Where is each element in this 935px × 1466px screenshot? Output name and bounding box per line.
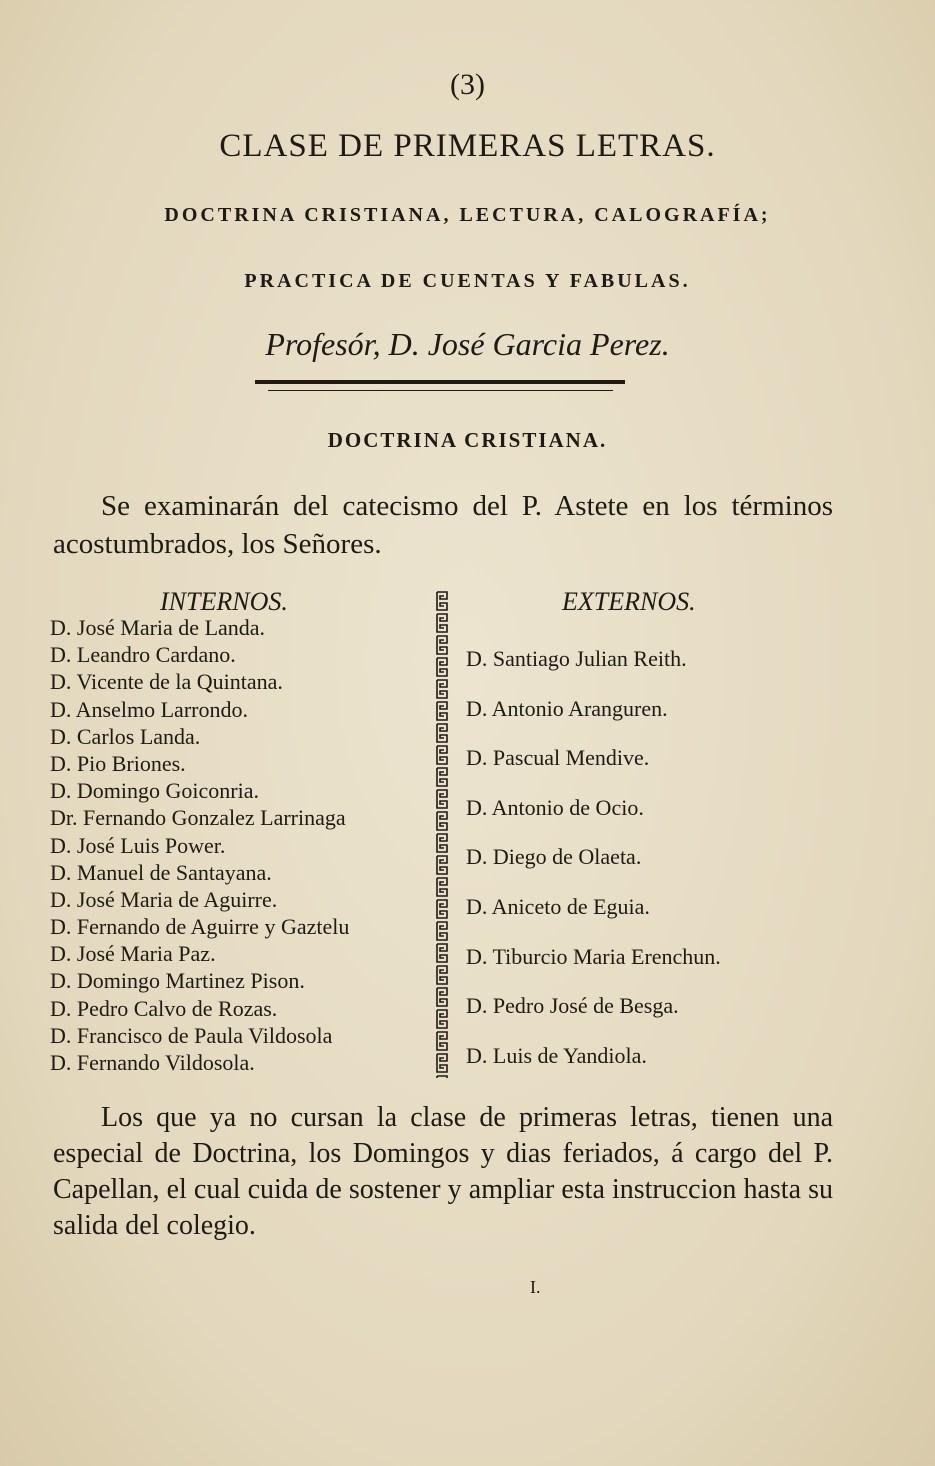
list-item: D. Fernando de Aguirre y Gaztelu [50,914,350,940]
subtitle-line-2: PRACTICA DE CUENTAS Y FABULAS. [244,270,691,292]
list-item: D. José Maria Paz. [50,941,216,967]
list-item: D. Manuel de Santayana. [50,859,272,885]
list-item: D. José Maria de Aguirre. [50,886,278,912]
page-number: (3) [450,68,485,101]
list-item: Dr. Fernando Gonzalez Larrinaga [50,805,346,831]
list-item: D. Francisco de Paula Vildosola [50,1022,333,1048]
professor-line: Profesór, D. José Garcia Perez. [265,326,670,362]
list-item: D. Leandro Cardano. [50,642,236,668]
internos-list [50,614,349,1076]
list-item: D. Pascual Mendive. [466,745,650,771]
externos-list [466,634,721,1080]
list-item: D. Antonio de Ocio. [466,794,644,820]
list-item: D. Luis de Yandiola. [466,1042,647,1068]
intro-paragraph: Se examinarán del catecismo del P. Astete en los términos acostumbrados, los Señores. [53,490,833,560]
list-item: D. Pedro Calvo de Rozas. [50,995,278,1021]
signature-mark: I. [530,1277,541,1297]
ornamental-divider [434,590,450,1078]
list-item: D. José Maria de Landa. [50,615,266,640]
list-item: D. Carlos Landa. [50,723,201,749]
list-item: D. Antonio Aranguren. [466,695,668,721]
externos-heading: EXTERNOS. [562,587,696,616]
internos-heading: INTERNOS. [160,587,288,616]
list-item: D. Tiburcio Maria Erenchun. [466,943,721,969]
list-item: D. Domingo Martinez Pison. [50,968,305,994]
list-item: D. Santiago Julian Reith. [466,646,687,671]
list-item: D. Domingo Goiconria. [50,778,259,804]
list-item: D. José Luis Power. [50,832,226,858]
list-item: D. Fernando Vildosola. [50,1050,255,1075]
list-item: D. Diego de Olaeta. [466,844,642,870]
list-item: D. Aniceto de Eguia. [466,893,650,919]
heavy-rule [255,380,625,384]
page-title: CLASE DE PRIMERAS LETRAS. [219,128,716,164]
closing-paragraph: Los que ya no cursan la clase de primeras letras, tienen una especial de Doctrina, los Domingos y dias feriados, á cargo del P. Capellan, el cual cuida de sostener y ampliar esta instruccion hasta su salida del colegio. [53,1102,833,1241]
list-item: D. Vicente de la Quintana. [50,669,283,695]
subtitle-line-1: DOCTRINA CRISTIANA, LECTURA, CALOGRAFÍA; [164,204,771,226]
list-item: D. Pio Briones. [50,750,186,776]
section-heading: DOCTRINA CRISTIANA. [327,428,608,452]
thin-rule [268,390,613,391]
list-item: D. Anselmo Larrondo. [50,696,248,722]
list-item: D. Pedro José de Besga. [466,993,679,1019]
